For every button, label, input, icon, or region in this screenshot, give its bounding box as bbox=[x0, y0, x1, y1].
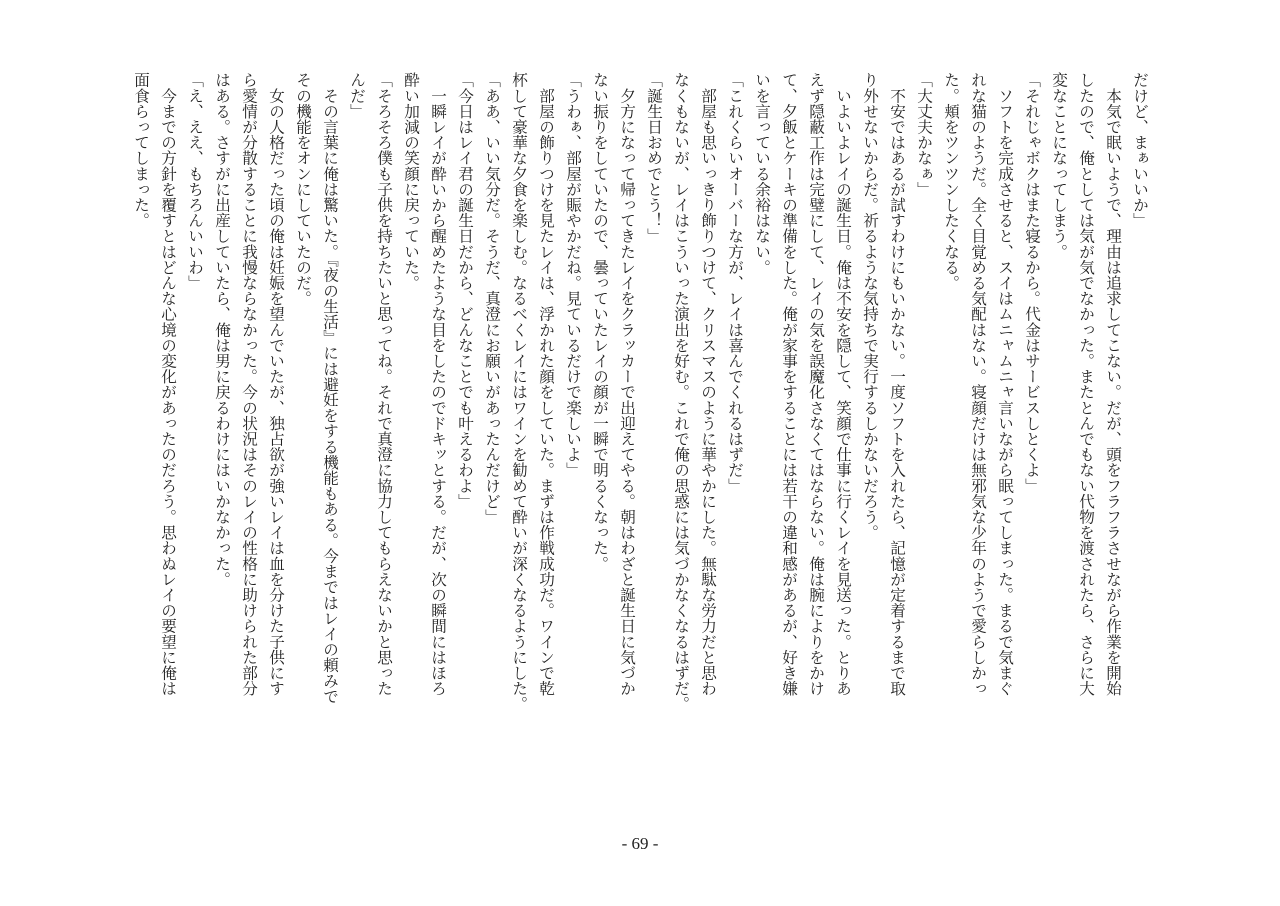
text-line: ら愛情が分散することに我慢ならなかった。今の状況はそのレイの性格に助けられた部分 bbox=[240, 72, 258, 696]
text-line: 部屋も思いっきり飾りつけて、クリスマスのように華やかにした。無駄な労力だと思わ bbox=[699, 72, 717, 696]
text-line: 一瞬レイが酔いから醒めたような目をしたのでドキッとする。だが、次の瞬間にはほろ bbox=[429, 72, 447, 696]
text-line: 夕方になって帰ってきたレイをクラッカーで出迎えてやる。朝はわざと誕生日に気づか bbox=[618, 72, 636, 696]
text-line: 本気で眠いようで、理由は追求してこない。だが、頭をフラフラさせながら作業を開始 bbox=[1104, 72, 1122, 696]
text-line: 酔い加減の笑顔に戻っていた。 bbox=[402, 72, 420, 291]
page-number: - 69 - bbox=[621, 834, 659, 853]
text-line: り外せないからだ。祈るような気持ちで実行するしかないだろう。 bbox=[861, 72, 879, 540]
text-line: いを言っている余裕はない。 bbox=[753, 72, 771, 275]
text-line: はある。さすがに出産していたら、俺は男に戻るわけにはいかなかった。 bbox=[213, 72, 231, 587]
text-line: 「今日はレイ君の誕生日だから、どんなことでも叶えるわよ」 bbox=[456, 72, 474, 509]
text-line: その言葉に俺は驚いた。『夜の生活』には避妊をする機能もある。今まではレイの頼みで bbox=[321, 72, 339, 704]
text-line: 「そろそろ僕も子供を持ちたいと思ってね。それで真澄に協力してもらえないかと思った bbox=[375, 72, 393, 696]
text-line: 「それじゃボクはまた寝るから。代金はサービスしとくよ」 bbox=[1023, 72, 1041, 494]
text-line: 不安ではあるが試すわけにもいかない。一度ソフトを入れたら、記憶が定着するまで取 bbox=[888, 72, 906, 696]
text-line: 「誕生日おめでとう！」 bbox=[645, 72, 663, 244]
text-line: だけど、まぁいいか」 bbox=[1131, 72, 1149, 228]
text-line: 変なことになってしまう。 bbox=[1050, 72, 1068, 260]
text-line: 「これくらいオーバーな方が、レイは喜んでくれるはずだ」 bbox=[726, 72, 744, 494]
text-line: 部屋の飾りつけを見たレイは、浮かれた顔をしていた。まずは作戦成功だ。ワインで乾 bbox=[537, 72, 555, 696]
text-line: ない振りをしていたので、曇っていたレイの顔が一瞬で明るくなった。 bbox=[591, 72, 609, 572]
text-line: えず隠蔽工作は完璧にして、レイの気を誤魔化さなくてはならない。俺は腕によりをかけ bbox=[807, 72, 825, 696]
text-line: 今までの方針を覆すとはどんな心境の変化があったのだろう。思わぬレイの要望に俺は bbox=[159, 72, 177, 696]
text-line: 杯して豪華な夕食を楽しむ。なるべくレイにはワインを勧めて酔いが深くなるようにした。 bbox=[510, 72, 528, 712]
text-line: なくもないが、レイはこういった演出を好む。これで俺の思惑には気づかなくなるはずだ。 bbox=[672, 72, 690, 712]
text-line: いよいよレイの誕生日。俺は不安を隠して、笑顔で仕事に行くレイを見送った。とりあ bbox=[834, 72, 852, 696]
text-line: た。頬をツンツンしたくなる。 bbox=[942, 72, 960, 291]
text-line: 「うわぁ、部屋が賑やかだね。見ているだけで楽しいよ」 bbox=[564, 72, 582, 478]
text-line: 「え、ええ、もちろんいいわ」 bbox=[186, 72, 204, 291]
text-line: 「ああ、いい気分だ。そうだ、真澄にお願いがあったんだけど」 bbox=[483, 72, 501, 525]
text-line: ソフトを完成させると、スイはムニャムニャ言いながら眠ってしまった。まるで気まぐ bbox=[996, 72, 1014, 696]
text-line: 女の人格だった頃の俺は妊娠を望んでいたが、独占欲が強いレイは血を分けた子供にす bbox=[267, 72, 285, 696]
text-line: したので、俺としては気が気でなかった。またとんでもない代物を渡されたら、さらに大 bbox=[1077, 72, 1095, 696]
text-line: て、夕飯とケーキの準備をした。俺が家事をすることには若干の違和感があるが、好き嫌 bbox=[780, 72, 798, 696]
text-line: れな猫のようだ。全く目覚める気配はない。寝顔だけは無邪気な少年のようで愛らしかっ bbox=[969, 72, 987, 696]
text-line: その機能をオンにしていたのだ。 bbox=[294, 72, 312, 306]
vertical-text-body bbox=[127, 72, 1153, 712]
text-line: 「大丈夫かなぁ」 bbox=[915, 72, 933, 197]
text-line: 面食らってしまった。 bbox=[132, 72, 150, 228]
text-line: んだ」 bbox=[348, 72, 366, 119]
